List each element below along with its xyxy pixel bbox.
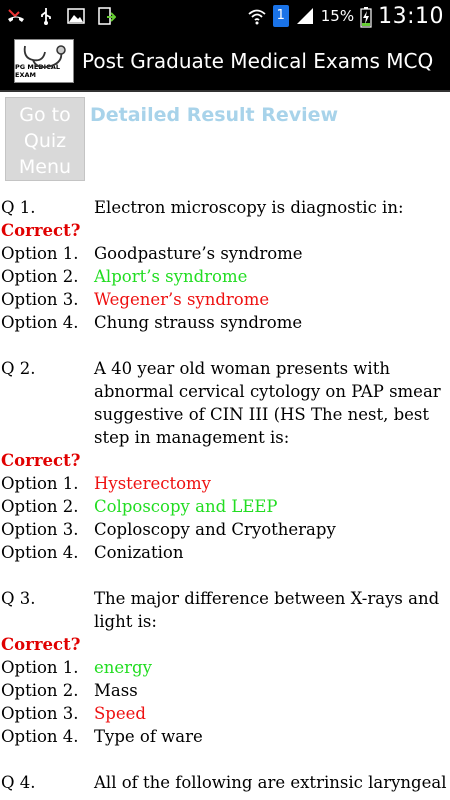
wifi-icon <box>247 6 267 26</box>
option-text: Goodpasture’s syndrome <box>94 244 303 263</box>
app-logo-text: PG MEDICAL EXAM <box>15 63 61 79</box>
status-time: 13:10 <box>378 3 444 29</box>
status-bar <box>0 0 450 32</box>
question-block <box>0 771 450 794</box>
option-text-wrong: Speed <box>94 704 146 723</box>
question-number: Q 2. <box>1 359 36 378</box>
option-text-correct: energy <box>94 658 152 677</box>
option-row <box>0 656 450 679</box>
option-label: Option 3. <box>1 290 79 309</box>
question-text: A 40 year old woman presents with abnormal cervical cytology on PAP smear suggestive of CIN III (HS The nest, best step in management is: <box>94 359 441 447</box>
option-text-wrong: Hysterectomy <box>94 474 211 493</box>
question-block <box>0 357 450 564</box>
signal-icon <box>295 6 315 26</box>
option-row <box>0 541 450 564</box>
stethoscope-icon <box>17 42 73 72</box>
option-row <box>0 518 450 541</box>
option-text: Type of ware <box>94 727 203 746</box>
results-list <box>0 196 450 794</box>
option-text: Coploscopy and Cryotherapy <box>94 520 336 539</box>
page-title: Detailed Result Review <box>90 104 339 126</box>
app-title: Post Graduate Medical Exams MCQ <box>82 49 434 73</box>
question-block <box>0 196 450 334</box>
option-text: Conization <box>94 543 184 562</box>
question-number: Q 4. <box>1 773 36 792</box>
option-label: Option 4. <box>1 543 79 562</box>
option-text-correct: Colposcopy and LEEP <box>94 497 278 516</box>
option-label: Option 1. <box>1 474 79 493</box>
option-label: Option 1. <box>1 658 79 677</box>
battery-charging-icon <box>360 6 372 26</box>
question-number: Q 1. <box>1 198 36 217</box>
image-icon <box>66 6 86 26</box>
goto-quiz-menu-button[interactable] <box>5 97 85 181</box>
option-row <box>0 288 450 311</box>
question-text: The major difference between X-rays and light is: <box>94 589 440 631</box>
option-label: Option 1. <box>1 244 79 263</box>
option-label: Option 4. <box>1 727 79 746</box>
option-label: Option 2. <box>1 681 79 700</box>
goto-button-line-2: Quiz <box>23 130 67 152</box>
option-text: Chung strauss syndrome <box>94 313 303 332</box>
option-text: Mass <box>94 681 138 700</box>
option-row <box>0 495 450 518</box>
correct-label: Correct? <box>1 221 81 240</box>
option-text-wrong: Wegener’s syndrome <box>94 290 270 309</box>
option-text-correct: Alport’s syndrome <box>94 267 248 286</box>
usb-icon <box>36 6 56 26</box>
option-label: Option 2. <box>1 497 79 516</box>
question-text: Electron microscopy is diagnostic in: <box>94 198 404 217</box>
option-label: Option 2. <box>1 267 79 286</box>
option-label: Option 3. <box>1 520 79 539</box>
app-title-bar <box>0 32 450 92</box>
option-row <box>0 679 450 702</box>
option-row <box>0 311 450 334</box>
option-row <box>0 702 450 725</box>
option-row <box>0 265 450 288</box>
question-number: Q 3. <box>1 589 36 608</box>
goto-button-line-1: Go to <box>19 104 71 126</box>
correct-label: Correct? <box>1 635 81 654</box>
goto-button-line-3: Menu <box>18 156 72 178</box>
option-label: Option 3. <box>1 704 79 723</box>
battery-percent: 15% <box>320 7 355 25</box>
option-row <box>0 725 450 748</box>
correct-label: Correct? <box>1 451 81 470</box>
option-row <box>0 242 450 265</box>
question-text: All of the following are extrinsic laryngeal <box>94 773 447 792</box>
main-content[interactable] <box>0 92 450 800</box>
question-block <box>0 587 450 748</box>
option-row <box>0 472 450 495</box>
app-logo <box>14 39 74 83</box>
missed-call-icon <box>6 6 26 26</box>
download-icon <box>96 6 116 26</box>
option-label: Option 4. <box>1 313 79 332</box>
sim-icon: 1 <box>273 5 289 27</box>
